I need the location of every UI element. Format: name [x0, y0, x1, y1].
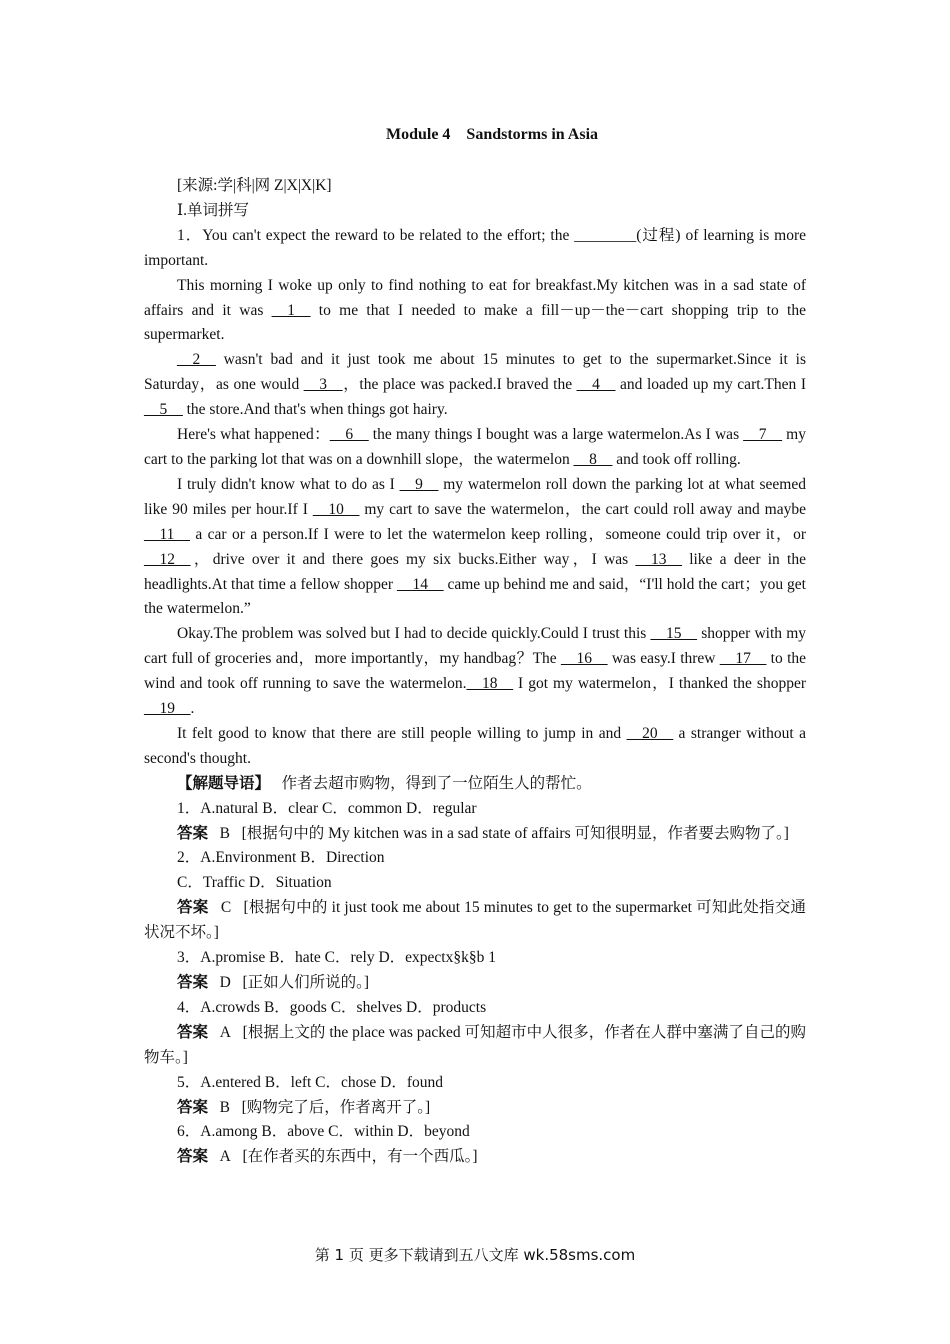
blank-8: __8__ — [573, 450, 613, 468]
blank-14: __14__ — [397, 575, 444, 593]
guide-label: 【解题导语】 — [177, 774, 271, 792]
question-1: 1．You can't expect the reward to be related to the effort; the ________(过程) of learning is more important. — [144, 226, 806, 269]
options-line: 5．A.entered B．left C．chose D．found — [177, 1073, 444, 1091]
passage-paragraph: This morning I woke up only to find nothing to eat for breakfast.My kitchen was in a sad state of affairs and it was __1__ to me that I needed to make a fill－up－the－cart shopping trip to the supermarket. — [144, 276, 806, 344]
blank-20: __20__ — [626, 724, 674, 742]
source-note: [来源:学|科|网 Z|X|X|K] — [177, 177, 332, 194]
options-line: 2．A.Environment B．Direction — [177, 849, 385, 867]
passage-paragraph: __2__ wasn't bad and it just took me about 15 minutes to get to the supermarket.Since it is Saturday，as one would __3__，the place was packed.I braved the __4__ and loaded up my cart.Then I __5__ the store.And that's when things got hairy. — [144, 351, 806, 419]
section-heading: Ⅰ.单词拼写 — [177, 201, 249, 219]
options-line: C．Traffic D．Situation — [177, 874, 332, 892]
page-title: Module 4 Sandstorms in Asia — [385, 126, 599, 143]
blank-17: __17__ — [719, 650, 767, 668]
passage-paragraph: Here's what happened：__6__ the many things I bought was a large watermelon.As I was __7__ my cart to the parking lot that was on a downhill slope，the watermelon __8__ and took off rolling. — [144, 426, 806, 468]
passage-paragraph: Okay.The problem was solved but I had to decide quickly.Could I trust this __15__ shopper with my cart full of groceries and，more importantly，my handbag？The __16__ was easy.I threw __17__ to the wind and took off running to save the watermelon.__18__ I got my watermelon，I thanked the shopper __19__. — [144, 625, 807, 718]
blank-16: __16__ — [561, 650, 608, 668]
blank-5: __5__ — [144, 401, 183, 419]
blank-7: __7__ — [743, 426, 783, 444]
options-line: 6．A.among B．above C．within D．beyond — [177, 1123, 470, 1141]
blank-19: __19__ — [144, 700, 191, 718]
answer-line: 答案 B [根据句中的 My kitchen was in a sad state of affairs 可知很明显，作者要去购物了。] — [177, 824, 789, 842]
blank-9: __9__ — [399, 475, 439, 493]
answer-line: 答案 B [购物完了后，作者离开了。] — [177, 1098, 431, 1116]
answer-line: 答案 D [正如人们所说的。] — [177, 974, 370, 991]
answer-line: 答案 A [根据上文的 the place was packed 可知超市中人很多，作者在人群中塞满了自己的购物车。] — [144, 1023, 807, 1066]
answer-line: 答案 C [根据句中的 it just took me about 15 minutes to get to the supermarket 可知此处指交通状况不坏。] — [144, 899, 806, 942]
page-footer: 第 1 页 更多下载请到五八文库 wk.58sms.com — [314, 1246, 636, 1264]
options-line: 1．A.natural B．clear C．common D．regular — [177, 799, 477, 817]
blank-10: __10__ — [312, 500, 360, 518]
document-body — [144, 174, 806, 1170]
blank-12: __12__ — [144, 550, 191, 568]
guide-line — [144, 772, 806, 797]
blank-13: __13__ — [635, 550, 682, 568]
options-line: 4．A.crowds B．goods C．shelves D．products — [177, 998, 487, 1016]
blank-1: __1__ — [271, 301, 311, 319]
guide-text: 作者去超市购物，得到了一位陌生人的帮忙。 — [281, 774, 592, 792]
blank-11: __11__ — [144, 525, 190, 543]
answer-line: 答案 A [在作者买的东西中，有一个西瓜。] — [177, 1148, 478, 1166]
blank-2: __2__ — [177, 351, 216, 369]
blank-15: __15__ — [650, 625, 697, 643]
options-line: 3．A.promise B．hate C．rely D．expectx§k§b 1 — [177, 949, 496, 967]
passage-paragraph: I truly didn't know what to do as I __9__ my watermelon roll down the parking lot at what seemed like 90 miles per hour.If I __10__ my cart to save the watermelon，the cart could roll away and maybe __11__ a car or a person.If I were to let the watermelon keep rolling，someone could trip over it，or __12__，drive over it and there goes my six bucks.Either way，I was __13__ like a deer in the headlights.At that time a fellow shopper __14__ came up behind me and said，“I'll hold the cart；you get the watermelon.” — [144, 475, 806, 618]
blank-18: __18__ — [466, 675, 514, 693]
blank-6: __6__ — [329, 426, 369, 444]
blank-3: __3__ — [303, 376, 343, 394]
blank-4: __4__ — [576, 376, 616, 394]
passage-paragraph: It felt good to know that there are still people willing to jump in and __20__ a stranger without a second's thought. — [144, 724, 806, 767]
